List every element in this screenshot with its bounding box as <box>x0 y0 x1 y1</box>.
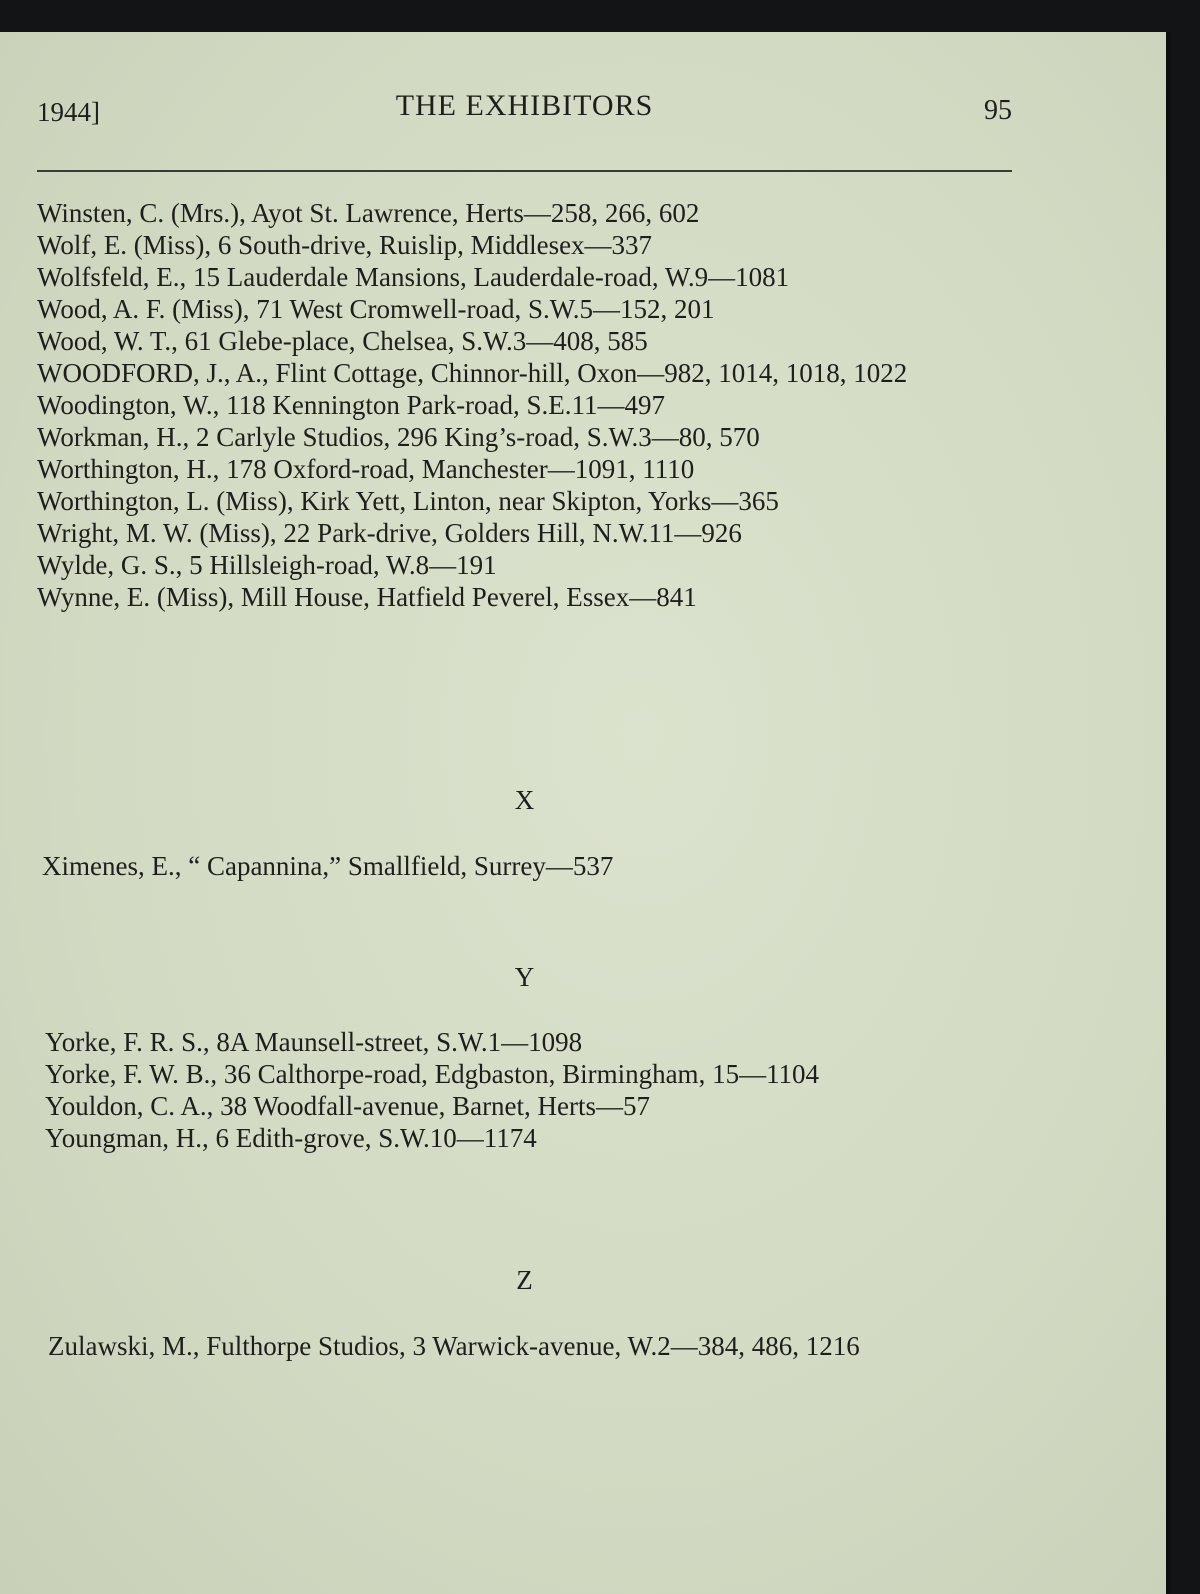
running-header <box>37 85 1012 139</box>
list-item: Yorke, F. W. B., 36 Calthorpe-road, Edgbaston, Birmingham, 15—1104 <box>45 1059 820 1089</box>
list-item: Ximenes, E., “ Capannina,” Smallfield, Surrey—537 <box>42 851 614 881</box>
list-item: Workman, H., 2 Carlyle Studios, 296 King’s-road, S.W.3—80, 570 <box>37 422 760 452</box>
list-item: Worthington, L. (Miss), Kirk Yett, Linton, near Skipton, Yorks—365 <box>37 486 779 516</box>
section-y-entries <box>45 1026 1020 1154</box>
section-z-entries <box>48 1330 1023 1362</box>
section-heading-z: Z <box>516 1265 533 1295</box>
section-heading-y: Y <box>514 962 535 992</box>
list-item: Wylde, G. S., 5 Hillsleigh-road, W.8—191 <box>37 550 497 580</box>
list-item: Wood, W. T., 61 Glebe-place, Chelsea, S.W.3—408, 585 <box>37 326 648 356</box>
section-w-entries <box>37 197 1012 613</box>
list-item: Worthington, H., 178 Oxford-road, Manchester—1091, 1110 <box>37 454 695 484</box>
header-year: 1944] <box>37 97 100 127</box>
header-rule <box>37 170 1012 172</box>
list-item: Wright, M. W. (Miss), 22 Park-drive, Golders Hill, N.W.11—926 <box>37 518 742 548</box>
page-number: 95 <box>984 95 1012 126</box>
list-item: Wolfsfeld, E., 15 Lauderdale Mansions, Lauderdale-road, W.9—1081 <box>37 262 790 292</box>
list-item: Youngman, H., 6 Edith-grove, S.W.10—1174 <box>45 1123 537 1153</box>
section-heading-x: X <box>514 785 535 815</box>
list-item: Yorke, F. R. S., 8A Maunsell-street, S.W.1—1098 <box>45 1027 583 1057</box>
list-item: Winsten, C. (Mrs.), Ayot St. Lawrence, Herts—258, 266, 602 <box>37 198 700 228</box>
section-x-entries <box>42 850 1017 882</box>
list-item: Zulawski, M., Fulthorpe Studios, 3 Warwick-avenue, W.2—384, 486, 1216 <box>48 1331 860 1361</box>
list-item: Woodington, W., 118 Kennington Park-road, S.E.11—497 <box>37 390 666 420</box>
list-item: WOODFORD, J., A., Flint Cottage, Chinnor-hill, Oxon—982, 1014, 1018, 1022 <box>37 358 908 388</box>
page-title: THE EXHIBITORS <box>395 89 654 122</box>
list-item: Wood, A. F. (Miss), 71 West Cromwell-road, S.W.5—152, 201 <box>37 294 715 324</box>
list-item: Youldon, C. A., 38 Woodfall-avenue, Barnet, Herts—57 <box>45 1091 651 1121</box>
list-item: Wolf, E. (Miss), 6 South-drive, Ruislip, Middlesex—337 <box>37 230 653 260</box>
list-item: Wynne, E. (Miss), Mill House, Hatfield Peverel, Essex—841 <box>37 582 697 612</box>
